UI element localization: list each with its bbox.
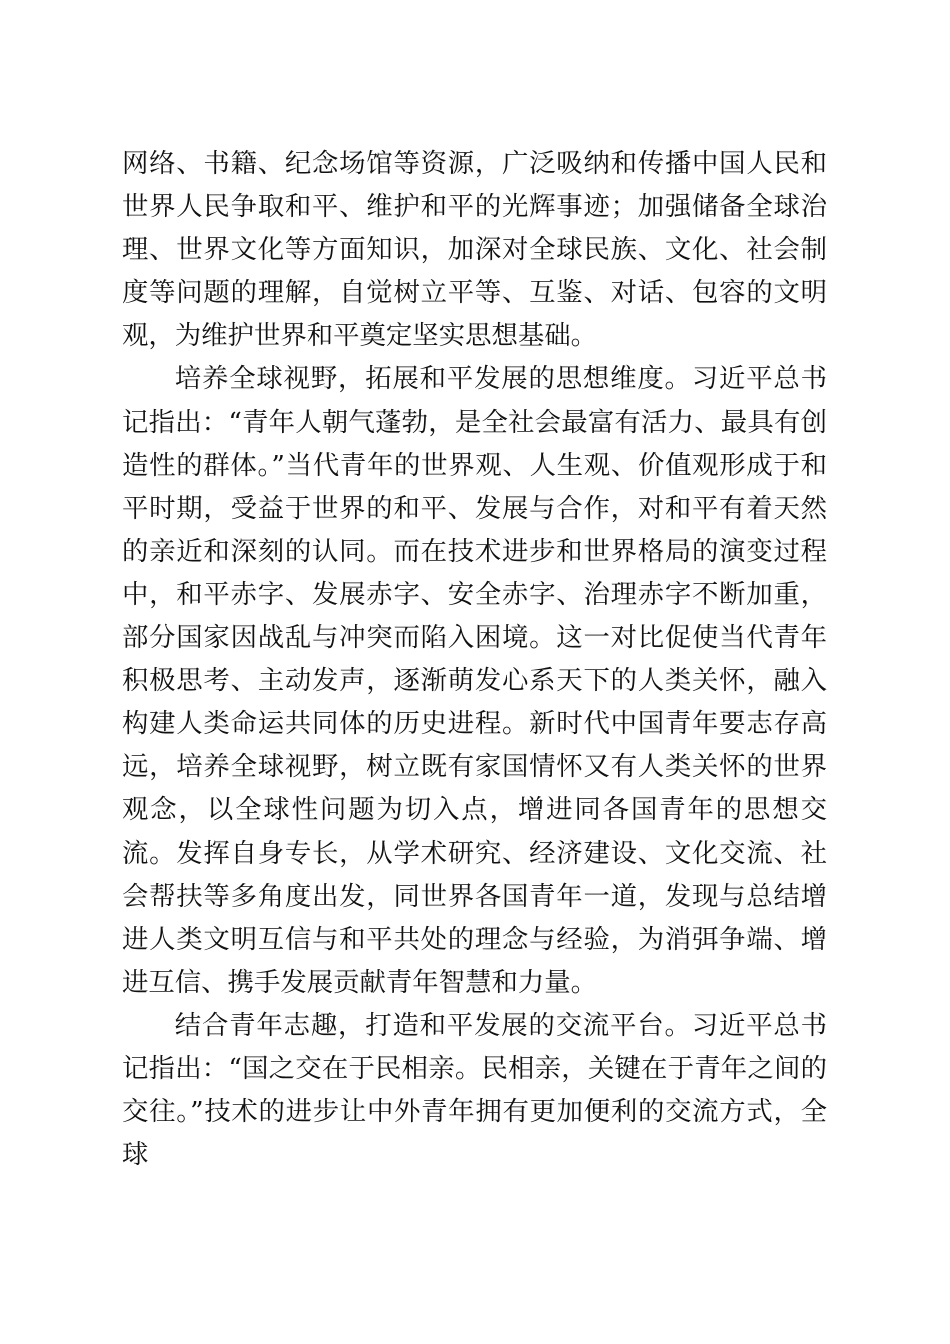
paragraph-global-vision: 培养全球视野，拓展和平发展的思想维度。习近平总书记指出：“青年人朝气蓬勃，是全社会最富有活力、最具有创造性的群体。”当代青年的世界观、人生观、价值观形成于和平时期，受益于世界的和平、发展与合作，对和平有着天然的亲近和深刻的认同。而在技术进步和世界格局的演变过程中，和平赤字、发展赤字、安全赤字、治理赤字不断加重，部分国家因战乱与冲突而陷入困境。这一对比促使当代青年积极思考、主动发声，逐渐萌发心系天下的人类关怀，融入构建人类命运共同体的历史进程。新时代中国青年要志存高远，培养全球视野，树立既有家国情怀又有人类关怀的世界观念，以全球性问题为切入点，增进同各国青年的思想交流。发挥自身专长，从学术研究、经济建设、文化交流、社会帮扶等多角度出发，同世界各国青年一道，发现与总结增进人类文明互信与和平共处的理念与经验，为消弭争端、增进互信、携手发展贡献青年智慧和力量。 — [122, 363, 827, 998]
paragraph-continuation: 网络、书籍、纪念场馆等资源，广泛吸纳和传播中国人民和世界人民争取和平、维护和平的光辉事迹；加强储备全球治理、世界文化等方面知识，加深对全球民族、文化、社会制度等问题的理解，自觉树立平等、互鉴、对话、包容的文明观，为维护世界和平奠定坚实思想基础。 — [122, 148, 827, 352]
paragraph-exchange-platform: 结合青年志趣，打造和平发展的交流平台。习近平总书记指出：“国之交在于民相亲。民相亲，关键在于青年之间的交往。”技术的进步让中外青年拥有更加便利的交流方式，全球 — [122, 1009, 827, 1171]
document-body — [122, 142, 827, 1176]
